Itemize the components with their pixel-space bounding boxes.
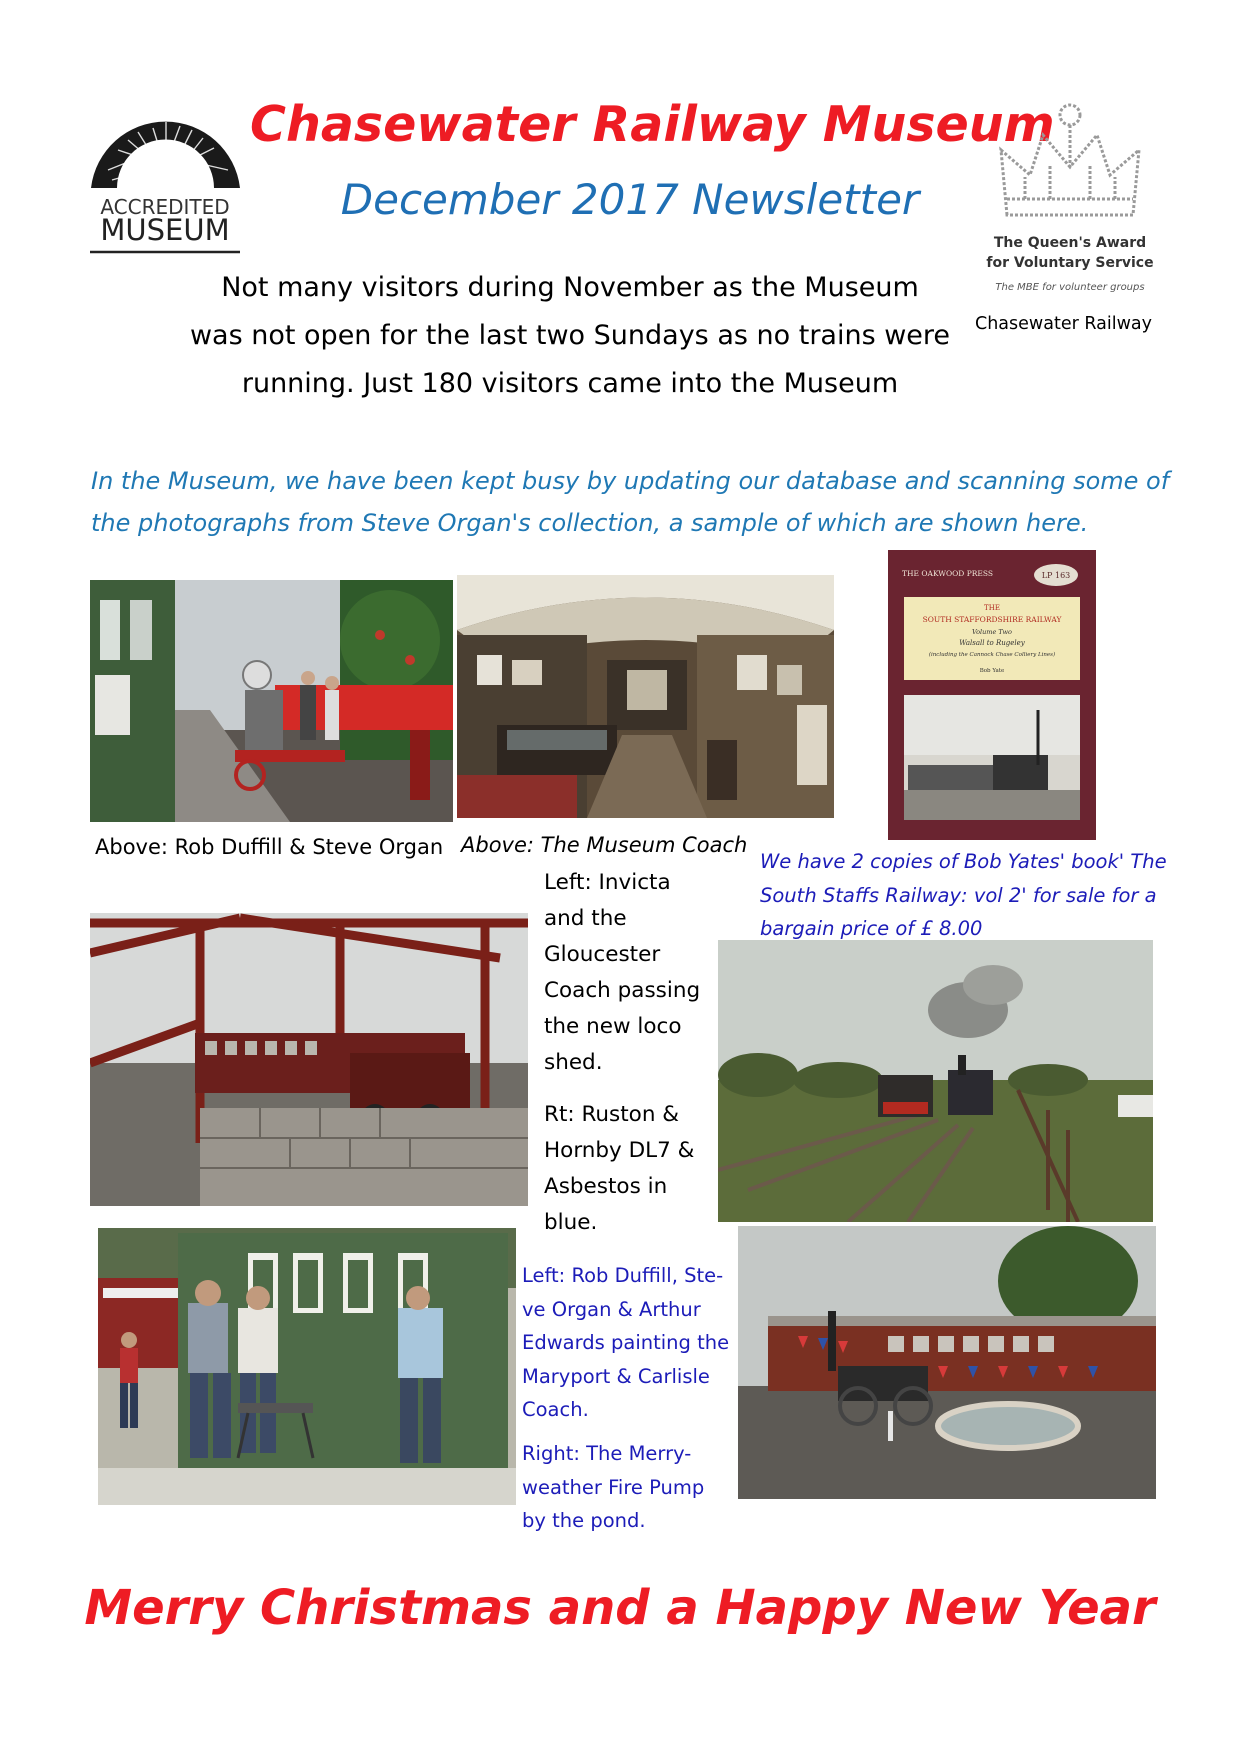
book-code: LP 163 [1041, 571, 1071, 580]
book-title-5: (including the Cannock Chase Colliery Lines) [928, 652, 1056, 658]
text-line: Rt: Ruston & [544, 1102, 680, 1127]
text-line: blue. [544, 1210, 598, 1235]
text-line: Asbestos in [544, 1174, 668, 1199]
text-line: Gloucester [544, 942, 661, 967]
text-line: the new loco [544, 1014, 682, 1039]
text-line: Right: The Merry- [522, 1442, 692, 1465]
text-line: shed. [544, 1050, 603, 1075]
crown-icon [1001, 105, 1139, 215]
ruston-caption [544, 1097, 694, 1241]
text-line: Left: Invicta [544, 870, 671, 895]
museum-note [91, 460, 1171, 544]
text-line: and the [544, 906, 627, 931]
text-line: Hornby DL7 & [544, 1138, 695, 1163]
text-line: weather Fire Pump [522, 1475, 705, 1499]
award-recipient: Chasewater Railway [975, 314, 1152, 334]
painting-caption [522, 1259, 729, 1427]
photo-museum-coach [457, 575, 834, 818]
book-cover [888, 550, 1096, 840]
caption-photo-1: Above: Rob Duffill & Steve Organ [95, 835, 444, 859]
book-note-line: bargain price of £ 8.00 [760, 917, 983, 940]
text-line: Maryport & Carlisle [522, 1364, 710, 1388]
museum-text: MUSEUM [100, 213, 230, 247]
intro-line: was not open for the last two Sundays as no trains were [189, 320, 951, 351]
award-line-2: for Voluntary Service [986, 255, 1154, 271]
book-title-3: Volume Two [972, 628, 1012, 636]
text-line: Coach. [522, 1398, 589, 1421]
intro-line: Not many visitors during November as the Museum [221, 272, 919, 303]
book-sale-note [760, 845, 1167, 946]
intro-paragraph [175, 264, 965, 408]
text-line: Coach passing [544, 978, 701, 1003]
note-line: In the Museum, we have been kept busy by updating our database and scanning some of [91, 467, 1170, 495]
book-author: Bob Yate [979, 668, 1005, 674]
text-line: by the pond. [522, 1509, 646, 1532]
queens-award-logo [985, 95, 1155, 305]
accredited-museum-logo [88, 110, 243, 260]
book-title-2: SOUTH STAFFORDSHIRE RAILWAY [922, 615, 1062, 624]
accredited-text: ACCREDITED [100, 195, 230, 219]
text-line: ve Organ & Arthur [522, 1297, 701, 1321]
loco-shed-caption [544, 865, 700, 1081]
photo-fire-pump [738, 1226, 1156, 1499]
page-subtitle: December 2017 Newsletter [340, 175, 920, 224]
book-note-line: South Staffs Railway: vol 2' for sale for a [760, 883, 1157, 907]
award-tagline: The MBE for volunteer groups [995, 282, 1145, 293]
book-note-line: We have 2 copies of Bob Yates' book' The [760, 850, 1167, 873]
photo-platform [90, 580, 453, 822]
note-line: the photographs from Steve Organ's collection, a sample of which are shown here. [91, 509, 1089, 537]
fire-pump-caption [522, 1437, 704, 1538]
award-line-1: The Queen's Award [993, 235, 1147, 251]
photo-loco-shed [90, 913, 528, 1206]
photo-painting-coach [98, 1228, 516, 1505]
page-title: Chasewater Railway Museum [250, 96, 1055, 153]
text-line: Left: Rob Duffill, Ste- [522, 1264, 724, 1287]
photo-ruston-asbestos [718, 940, 1153, 1222]
text-line: Edwards painting the [522, 1331, 730, 1354]
book-publisher: THE OAKWOOD PRESS [902, 569, 994, 578]
intro-line: running. Just 180 visitors came into the Museum [241, 368, 899, 399]
christmas-greeting: Merry Christmas and a Happy New Year [84, 1580, 1156, 1636]
caption-photo-2: Above: The Museum Coach [461, 833, 748, 857]
book-title-1: THE [984, 604, 1000, 612]
book-title-4: Walsall to Rugeley [959, 639, 1025, 647]
